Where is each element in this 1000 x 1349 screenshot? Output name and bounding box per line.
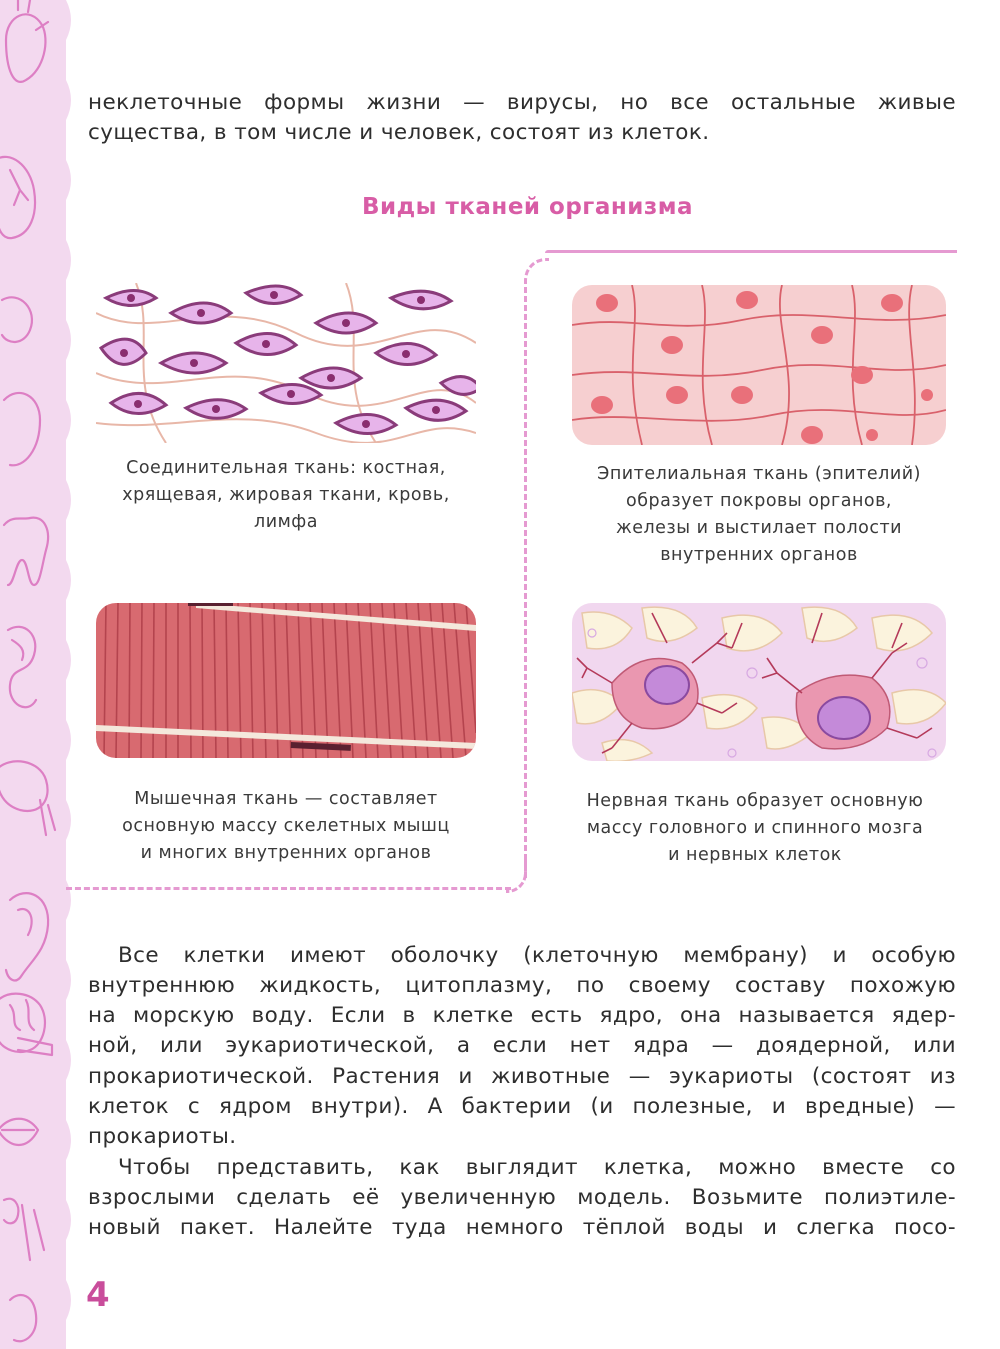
nervous-tissue-caption	[555, 788, 955, 869]
text-line: Все клетки имеют оболочку (клеточную мембрану) и особую	[118, 943, 956, 968]
dashed-frame-bottom	[66, 887, 511, 890]
text-line: внутреннюю жидкость, цитоплазму, по своему составу похожую	[88, 973, 956, 998]
ear-icon	[6, 893, 48, 980]
caption-line: лимфа	[254, 512, 318, 532]
muscle-tissue-caption	[86, 786, 486, 867]
kidney-icon	[0, 761, 55, 835]
caption-line: и многих внутренних органов	[140, 843, 432, 863]
brain-icon	[0, 994, 52, 1055]
caption-line: внутренних органов	[660, 545, 858, 565]
caption-line: массу головного и спинного мозга	[586, 818, 924, 838]
caption-line: и нервных клеток	[668, 845, 842, 865]
muscle-tissue-image	[96, 603, 476, 758]
caption-line: хрящевая, жировая ткани, кровь,	[122, 485, 450, 505]
text-line: на морскую воду. Если в клетке есть ядро, она называется ядер-	[88, 1003, 956, 1028]
text-line: клеток с ядром внутри). А бактерии (и полезные, и вредные) —	[88, 1094, 956, 1119]
section-title: Виды тканей организма	[361, 194, 694, 220]
intro-line-1: неклеточные формы жизни — вирусы, но все остальные живые	[88, 90, 956, 115]
text-line: Чтобы представить, как выглядит клетка, можно вместе со	[118, 1155, 956, 1180]
caption-line: Эпителиальная ткань (эпителий)	[597, 464, 921, 484]
caption-line: железы и выстилает полости	[615, 518, 903, 538]
caption-line: Соединительная ткань: костная,	[126, 458, 446, 478]
connective-tissue-caption	[90, 455, 482, 536]
text-line: ной, или эукариотической, а если нет ядра — доядерной, или	[88, 1033, 956, 1058]
text-line: новый пакет. Налейте туда немного тёплой воды и слегка посо-	[88, 1215, 956, 1240]
spine-icon	[4, 1199, 44, 1342]
tooth-icon	[4, 518, 48, 585]
text-line: взрослыми сделать её увеличенную модель. Возьмите полиэтиле-	[88, 1185, 956, 1210]
dashed-frame-top	[545, 250, 957, 253]
page-number: 4	[86, 1275, 110, 1315]
caption-line: образует покровы органов,	[625, 491, 892, 511]
epithelial-tissue-caption	[566, 461, 952, 569]
text-line: прокариоты.	[88, 1124, 237, 1149]
caption-line: основную массу скелетных мышц	[122, 816, 450, 836]
apple-organ-icon	[4, 393, 40, 465]
intestine-icon	[8, 627, 36, 707]
dashed-frame-vertical	[524, 258, 549, 879]
connective-tissue-image	[96, 283, 476, 443]
caption-line: Мышечная ткань — составляет	[134, 789, 438, 809]
text-line: прокариотической. Растения и животные — эукариоты (состоят из	[88, 1064, 956, 1089]
stomach-icon	[2, 297, 32, 342]
epithelial-tissue-image	[572, 285, 946, 445]
caption-line: Нервная ткань образует основную	[586, 791, 924, 811]
intro-line-2: существа, в том числе и человек, состоят из клеток.	[88, 120, 710, 145]
heart-icon	[6, 0, 48, 82]
lips-icon	[0, 1119, 38, 1145]
nervous-tissue-image	[572, 603, 946, 761]
